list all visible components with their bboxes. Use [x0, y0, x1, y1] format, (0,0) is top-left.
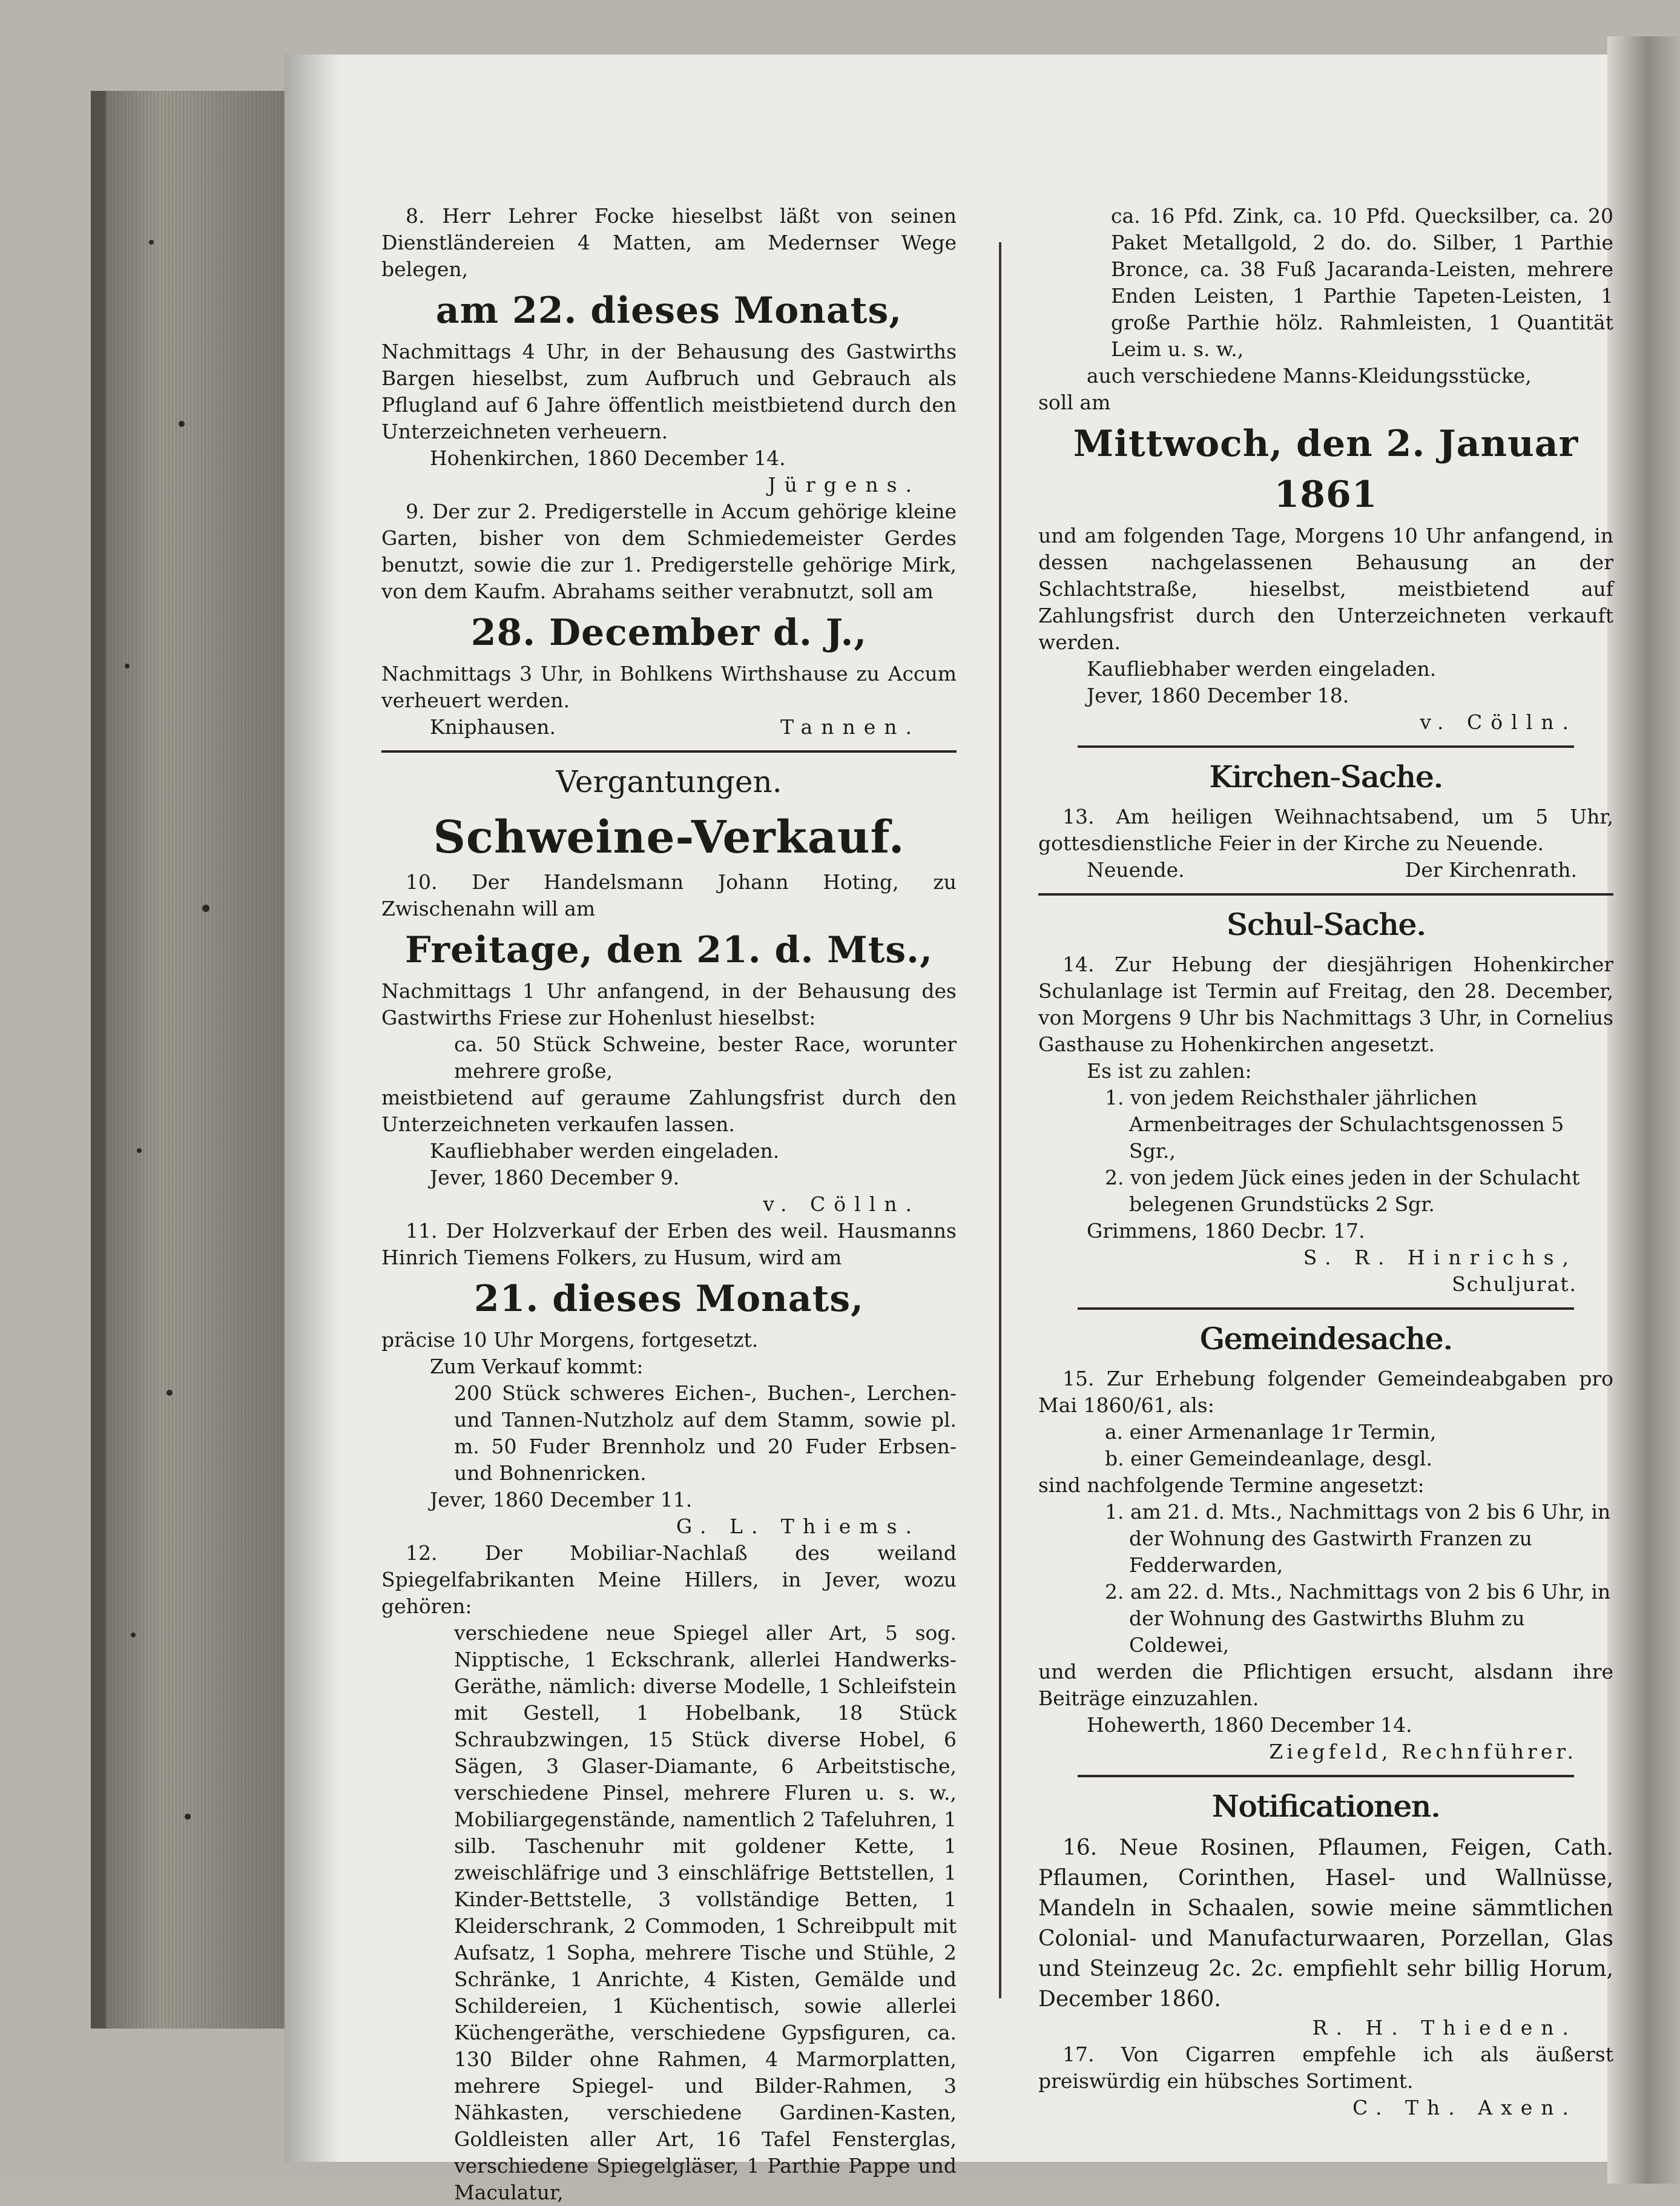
item-8-text: 8. Herr Lehrer Focke hieselbst läßt von seinen Dienstländereien 4 Matten, am Medernser Wege belegen, [381, 204, 957, 281]
section-heading-schul: Schul-Sache. [1226, 907, 1426, 942]
item-11-date: 21. dieses Monats, [473, 1278, 865, 1320]
item-15-a: a. einer Armenanlage 1r Termin, [1105, 1420, 1437, 1444]
item-16-signature: R. H. Thieden. [1312, 2016, 1577, 2039]
item-10-invite: Kaufliebhaber werden eingeladen. [430, 1139, 780, 1163]
item-12-place-date: Jever, 1860 December 18. [1087, 684, 1349, 707]
item-10-text2: Nachmittags 1 Uhr anfangend, in der Behausung des Gastwirths Friese zur Hohenlust hieselbst: [381, 979, 957, 1029]
item-8-date: am 22. dieses Monats, [435, 289, 903, 332]
item-13-place: Neuende. [1087, 858, 1185, 882]
item-15-text: 15. Zur Erhebung folgender Gemeindeabgaben pro Mai 1860/61, als: [1038, 1367, 1613, 1417]
item-12-date: Mittwoch, den 2. Januar 1861 [1073, 423, 1579, 516]
item-12-text2: und am folgenden Tage, Morgens 10 Uhr anfangend, in dessen nachgelassenen Behausung an der Schlachtstraße, hieselbst, meistbietend auf Zahlungsfrist durch den Unterzeichneten verkauft werden. [1038, 524, 1613, 654]
item-17-text: 17. Von Cigarren empfehle ich als äußerst preiswürdig ein hübsches Sortiment. [1038, 2043, 1613, 2093]
item-9-signature: Tannen. [780, 715, 920, 739]
item-10-goods: ca. 50 Stück Schweine, bester Race, worunter mehrere große, [454, 1032, 957, 1083]
item-9-date: 28. December d. J., [470, 612, 868, 654]
item-12-also: auch verschiedene Manns-Kleidungsstücke, [1087, 364, 1532, 388]
item-9-text: 9. Der zur 2. Predigerstelle in Accum gehörige kleine Garten, bisher von dem Schmiedemeister Gerdes benutzt, sowie die zur 1. Predigerstelle gehörige Mirk, von dem Kaufm. Abrahams seither verabnutzt, soll am [381, 500, 957, 603]
schweine-verkauf-heading: Schweine-Verkauf. [433, 811, 905, 864]
item-8-place-date: Hohenkirchen, 1860 December 14. [430, 446, 786, 470]
item-13-signature-row [1038, 857, 1613, 883]
section-heading-vergantungen: Vergantungen. [556, 764, 782, 799]
item-11-place-date: Jever, 1860 December 11. [430, 1488, 693, 1511]
item-15-list-1: 1. am 21. d. Mts., Nachmittags von 2 bis 6 Uhr, in der Wohnung des Gastwirth Franzen zu Fedderwarden, [1105, 1500, 1611, 1577]
section-rule [1078, 1307, 1574, 1310]
section-rule [381, 750, 957, 753]
item-10-text: 10. Der Handelsmann Johann Hoting, zu Zwischenahn will am [381, 870, 957, 920]
gutter-shadow [285, 54, 339, 2162]
right-page-edge [1607, 36, 1680, 2184]
item-14-place-date: Grimmens, 1860 Decbr. 17. [1087, 1219, 1365, 1243]
item-11-text3: Zum Verkauf kommt: [430, 1355, 644, 1378]
item-12-invite: Kaufliebhaber werden eingeladen. [1087, 657, 1437, 681]
item-11-goods: 200 Stück schweres Eichen-, Buchen-, Lerchen- und Tannen-Nutzholz auf dem Stamm, sowie pl. m. 50 Fuder Brennholz und 20 Fuder Erbsen- und Bohnenricken. [454, 1381, 957, 1485]
item-15-signature: Ziegfeld, Rechnführer. [1269, 1740, 1577, 1763]
item-13-text: 13. Am heiligen Weihnachtsabend, um 5 Uhr, gottesdienstliche Feier in der Kirche zu Neuende. [1038, 805, 1613, 855]
item-9-signature-row [381, 714, 957, 741]
section-heading-notificationen: Notificationen. [1211, 1789, 1440, 1824]
item-14-list-1: 1. von jedem Reichsthaler jährlichen Armenbeitrages der Schulachtsgenossen 5 Sgr., [1105, 1086, 1564, 1163]
item-15-text2: und werden die Pflichtigen ersucht, alsdann ihre Beiträge einzuzahlen. [1038, 1660, 1613, 1710]
item-12-signature: v. Cölln. [1420, 710, 1577, 734]
left-column [381, 203, 957, 2206]
item-9-text2: Nachmittags 3 Uhr, in Bohlkens Wirthshause zu Accum verheuert werden. [381, 662, 957, 712]
item-11-text: 11. Der Holzverkauf der Erben des weil. Hausmanns Hinrich Tiemens Folkers, zu Husum, wird am [381, 1219, 957, 1269]
section-rule [1038, 893, 1613, 896]
item-8-signature: Jürgens. [768, 473, 920, 497]
section-rule [1078, 1775, 1574, 1777]
item-11-signature: G. L. Thiems. [676, 1514, 920, 1538]
right-column [1038, 203, 1613, 2121]
item-12-soll: soll am [1038, 391, 1111, 414]
book-page-edges [0, 0, 303, 2184]
item-9-place: Kniphausen. [430, 715, 556, 739]
item-15-terms: sind nachfolgende Termine angesetzt: [1038, 1473, 1425, 1497]
item-12-continuation: ca. 16 Pfd. Zink, ca. 10 Pfd. Quecksilber, ca. 20 Paket Metallgold, 2 do. do. Silber, 1 Parthie Bronce, ca. 38 Fuß Jacaranda-Leisten, mehrere Enden Leisten, 1 Parthie Tapeten-Leisten, 1 große Parthie hölz. Rahmleisten, 1 Quantität Leim u. s. w., [1111, 204, 1613, 361]
item-15-list-2: 2. am 22. d. Mts., Nachmittags von 2 bis 6 Uhr, in der Wohnung des Gastwirths Bluhm zu Coldewei, [1105, 1580, 1611, 1657]
item-10-text3: meistbietend auf geraume Zahlungsfrist durch den Unterzeichneten verkaufen lassen. [381, 1086, 957, 1136]
item-15-place-date: Hohewerth, 1860 December 14. [1087, 1713, 1412, 1737]
item-14-text: 14. Zur Hebung der diesjährigen Hohenkircher Schulanlage ist Termin auf Freitag, den 28. December, von Morgens 9 Uhr bis Nachmittags 3 Uhr, in Cornelius Gasthause zu Hohenkirchen angesetzt. [1038, 953, 1613, 1056]
item-15-b: b. einer Gemeindeanlage, desgl. [1105, 1447, 1432, 1470]
column-divider [999, 242, 1001, 1998]
item-14-list-2: 2. von jedem Jück eines jeden in der Schulacht belegenen Grundstücks 2 Sgr. [1105, 1166, 1580, 1216]
item-10-date: Freitage, den 21. d. Mts., [405, 929, 933, 971]
item-13-signature: Der Kirchenrath. [1405, 858, 1577, 882]
item-14-signature: S. R. Hinrichs, [1303, 1246, 1577, 1269]
section-heading-gemeinde: Gemeindesache. [1199, 1321, 1452, 1356]
item-10-place-date: Jever, 1860 December 9. [430, 1166, 680, 1189]
item-14-role: Schuljurat. [1452, 1272, 1577, 1296]
item-16-text: 16. Neue Rosinen, Pflaumen, Feigen, Cath. Pflaumen, Corinthen, Hasel- und Wallnüsse, Mandeln in Schaalen, sowie meine sämmtlichen Colonial- und Manufacturwaaren, Porzellan, Glas und Steinzeug 2c. 2c. empfiehlt sehr billig Horum, December 1860. [1038, 1835, 1613, 2012]
item-8-text2: Nachmittags 4 Uhr, in der Behausung des Gastwirths Bargen hieselbst, zum Aufbruch und Gebrauch als Pflugland auf 6 Jahre öffentlich meistbietend durch den Unterzeichneten verheuern. [381, 340, 957, 443]
section-heading-kirchen: Kirchen-Sache. [1209, 759, 1443, 794]
item-10-signature: v. Cölln. [763, 1192, 920, 1216]
item-14-pay: Es ist zu zahlen: [1087, 1059, 1252, 1083]
item-17-signature: C. Th. Axen. [1352, 2096, 1577, 2119]
item-11-text2: präcise 10 Uhr Morgens, fortgesetzt. [381, 1328, 759, 1352]
item-12-goods: verschiedene neue Spiegel aller Art, 5 sog. Nipptische, 1 Eckschrank, allerlei Handwerks-Geräthe, nämlich: diverse Modelle, 1 Schleifstein mit Gestell, 1 Hobelbank, 18 Stück Schraubzwingen, 15 Stück diverse Hobel, 6 Sägen, 3 Glaser-Diamante, 6 Arbeitstische, verschiedene Pinsel, mehrere Fluren u. s. w., Mobiliargegenstände, namentlich 2 Tafeluhren, 1 silb. Taschenuhr mit goldener Kette, 1 zweischläfrige und 3 einschläfrige Bettstellen, 1 Kinder-Bettstelle, 3 vollständige Betten, 1 Kleiderschrank, 2 Commoden, 1 Schreibpult mit Aufsatz, 1 Sopha, mehrere Tische und Stühle, 2 Schränke, 1 Anrichte, 4 Kisten, Gemälde und Schildereien, 1 Küchentisch, sowie allerlei Küchengeräthe, verschiedene Gypsfiguren, ca. 130 Bilder ohne Rahmen, 4 Marmorplatten, mehrere Spiegel- und Bilder-Rahmen, 3 Nähkasten, verschiedene Gardinen-Kasten, Goldleisten aller Art, 16 Tafel Fensterglas, verschiedene Spiegelgläser, 1 Parthie Pappe und Maculatur, [454, 1621, 957, 2204]
item-12-text: 12. Der Mobiliar-Nachlaß des weiland Spiegelfabrikanten Meine Hillers, in Jever, wozu gehören: [381, 1541, 957, 1618]
section-rule [1078, 745, 1574, 748]
